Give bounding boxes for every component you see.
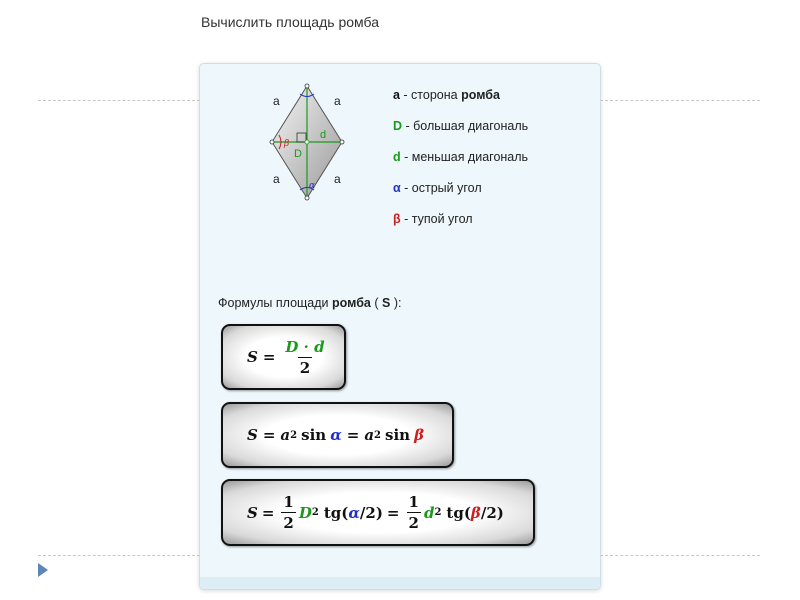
rhombus-diagram (262, 80, 352, 210)
formula-exponent: 2 (290, 429, 298, 441)
formula-sin: sin (385, 426, 411, 444)
formula-equals: = (261, 503, 275, 522)
big-diagonal-label: D (294, 148, 302, 160)
formula-beta: β (414, 426, 425, 444)
legend-symbol: D (393, 119, 403, 133)
formula-box-3 (221, 479, 535, 546)
formula-half-fraction (407, 494, 421, 531)
formula-equals: = (346, 426, 360, 444)
formula-lhs: S (247, 503, 258, 522)
side-label-tr: a (334, 94, 341, 108)
formula-tg: tg( (446, 503, 471, 522)
formula-small-diagonal: d (423, 503, 435, 522)
formula-box-1 (221, 324, 346, 390)
formula-equals: = (386, 503, 400, 522)
fraction-numerator: 1 (283, 493, 294, 511)
beta-label: β (284, 139, 290, 149)
card-footer-strip (200, 577, 600, 589)
divider-right-top (600, 100, 760, 101)
legend-text: - тупой угол (400, 212, 473, 226)
legend-symbol: d (393, 150, 401, 164)
legend-text: - меньшая диагональ (400, 150, 529, 164)
formula-tg: tg( (323, 503, 349, 522)
side-label-bl: a (273, 172, 280, 186)
caption-bold-word: ромба (332, 296, 371, 310)
caption-suffix: ): (390, 296, 402, 310)
legend-symbol: a (393, 88, 400, 102)
formula-alpha: α (330, 426, 342, 444)
formula-half-fraction (281, 494, 295, 531)
formula-side-a: a (364, 426, 375, 444)
small-diagonal-label: d (320, 129, 327, 141)
legend-symbol: α (393, 181, 401, 195)
formula-equals: = (262, 426, 276, 444)
legend-item-alpha (393, 180, 528, 211)
play-arrow-icon[interactable] (38, 563, 48, 577)
divider-right-bottom (600, 555, 760, 556)
fraction-numerator: 1 (408, 493, 419, 511)
formula-side-a: a (280, 426, 291, 444)
caption-mid: ( (370, 296, 382, 310)
formula-half-angle: /2) (480, 503, 504, 522)
formula-exponent: 2 (374, 429, 382, 441)
legend-text: - сторона (399, 88, 462, 102)
page-title: Вычислить площадь ромба (201, 14, 379, 30)
formula-half-angle: /2) (359, 503, 383, 522)
legend-item-beta (393, 211, 528, 242)
fraction-numerator: D · d (285, 337, 325, 356)
formula-lhs: S (247, 348, 258, 366)
rhombus-area-card (199, 63, 601, 590)
side-label-tl: a (273, 94, 280, 108)
side-label-br: a (334, 172, 341, 186)
legend-item-D (393, 118, 528, 149)
legend-item-d (393, 149, 528, 180)
formula-beta: β (470, 503, 481, 522)
formula-exponent: 2 (434, 507, 442, 518)
fraction-denominator: 2 (408, 514, 419, 532)
formulas-caption (218, 296, 401, 310)
divider-left-top (38, 100, 200, 101)
caption-symbol: S (382, 296, 391, 310)
legend-symbol: β (393, 212, 401, 226)
formula-big-diagonal: D (298, 503, 312, 522)
fraction-denominator: 2 (299, 358, 311, 377)
divider-left-bottom (38, 555, 200, 556)
caption-prefix: Формулы площади (218, 296, 333, 310)
legend (393, 87, 528, 242)
legend-text: - острый угол (400, 181, 482, 195)
fraction-denominator: 2 (283, 514, 294, 532)
legend-bold-suffix: ромба (461, 88, 500, 102)
formula-lhs: S (247, 426, 258, 444)
legend-item-a (393, 87, 528, 118)
legend-text: - большая диагональ (402, 119, 529, 133)
formula-equals: = (262, 348, 276, 366)
alpha-label: α (309, 181, 316, 191)
formula-exponent: 2 (311, 507, 319, 518)
formula-fraction (283, 339, 326, 376)
formula-sin: sin (301, 426, 327, 444)
formula-alpha: α (348, 503, 360, 522)
formula-box-2 (221, 402, 454, 468)
